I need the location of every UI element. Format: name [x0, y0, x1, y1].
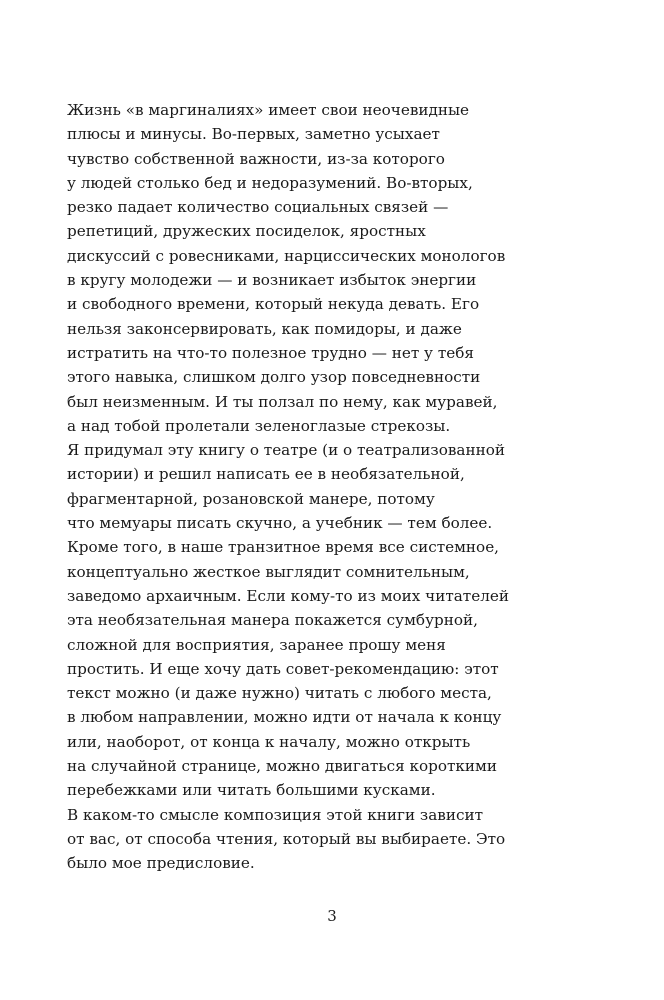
text-line: у людей столько бед и недоразумений. Во-вторых,	[67, 173, 473, 192]
text-line: фрагментарной, розановской манере, потому	[67, 489, 435, 508]
text-line: этого навыка, слишком долго узор повседневности	[67, 368, 481, 387]
text-line: плюсы и минусы. Во-первых, заметно усыхает	[67, 125, 440, 144]
text-line: Я придумал эту книгу о театре (и о театрализованной	[67, 441, 505, 460]
text-line: был неизменным. И ты ползал по нему, как муравей,	[67, 392, 498, 411]
text-line: Жизнь «в маргиналиях» имеет свои неочевидные	[67, 101, 470, 119]
text-line: истратить на что-то полезное трудно — нет у тебя	[67, 343, 474, 362]
text-line: резко падает количество социальных связей —	[67, 198, 449, 217]
text-line: в кругу молодежи — и возникает избыток энергии	[67, 271, 477, 290]
text-line: было мое предисловие.	[67, 854, 255, 873]
text-line: перебежками или читать большими кусками.	[67, 781, 436, 800]
text-line: истории) и решил написать ее в необязательной,	[67, 465, 465, 484]
text-line: концептуально жесткое выглядит сомнительным,	[67, 562, 470, 581]
text-line: текст можно (и даже нужно) читать с любого места,	[67, 684, 492, 703]
text-line: нельзя законсервировать, как помидоры, и даже	[67, 319, 462, 338]
text-line: заведомо архаичным. Если кому-то из моих читателей	[67, 586, 509, 605]
text-line: и свободного времени, который некуда девать. Его	[67, 295, 480, 314]
text-line: Кроме того, в наше транзитное время все системное,	[67, 538, 500, 557]
text-line: простить. И еще хочу дать совет-рекомендацию: этот	[67, 659, 499, 678]
text-line: а над тобой пролетали зеленоглазые стрекозы.	[67, 416, 451, 435]
page-number: 3	[327, 907, 337, 925]
text-line: чувство собственной важности, из-за которого	[67, 149, 445, 168]
text-line: на случайной странице, можно двигаться короткими	[67, 757, 497, 776]
text-line: от вас, от способа чтения, который вы выбираете. Это	[67, 829, 506, 848]
text-line: репетиций, дружеских посиделок, яростных	[67, 222, 426, 241]
text-line: или, наоборот, от конца к началу, можно открыть	[67, 732, 471, 751]
body-text	[67, 98, 627, 876]
text-line: дискуссий с ровесниками, нарциссических монологов	[67, 246, 506, 265]
text-line: сложной для восприятия, заранее прошу меня	[67, 635, 446, 654]
text-line: в любом направлении, можно идти от начала к концу	[67, 708, 502, 727]
text-line: что мемуары писать скучно, а учебник — тем более.	[67, 514, 493, 533]
text-line: В каком-то смысле композиция этой книги зависит	[67, 805, 483, 824]
text-line: эта необязательная манера покажется сумбурной,	[67, 611, 478, 630]
